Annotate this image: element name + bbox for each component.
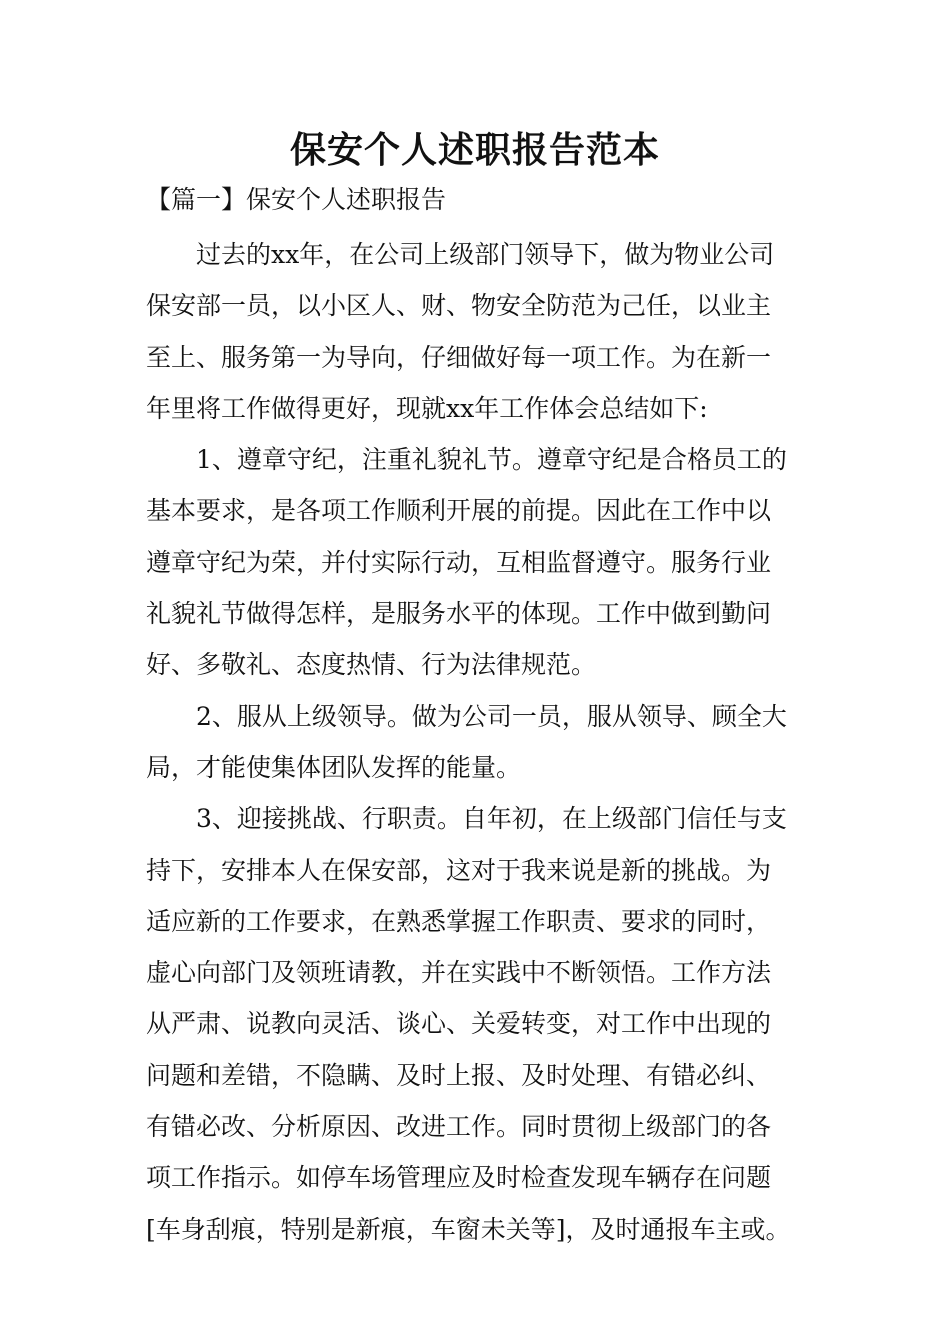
section-heading: 【篇一】保安个人述职报告	[146, 185, 447, 214]
text-line: 至上、服务第一为导向，仔细做好每一项工作。为在新一	[146, 342, 772, 372]
text-line: 2、服从上级领导。做为公司一员，服从领导、顾全大	[196, 701, 787, 731]
document-title: 保安个人述职报告范本	[289, 129, 660, 171]
text-line: 项工作指示。如停车场管理应及时检查发现车辆存在问题	[146, 1163, 772, 1193]
text-line: 持下，安排本人在保安部，这对于我来说是新的挑战。为	[146, 855, 772, 885]
text-line: 礼貌礼节做得怎样，是服务水平的体现。工作中做到勤问	[146, 599, 772, 629]
text-line: 过去的xx年，在公司上级部门领导下，做为物业公司	[196, 240, 775, 269]
text-line: 从严肃、说教向灵活、谈心、关爱转变，对工作中出现的	[146, 1009, 772, 1039]
text-line: 3、迎接挑战、行职责。自年初，在上级部门信任与支	[196, 804, 787, 834]
text-line: 好、多敬礼、态度热情、行为法律规范。	[146, 650, 597, 680]
text-line: 虚心向部门及领班请教，并在实践中不断领悟。工作方法	[146, 958, 772, 988]
text-line: 基本要求，是各项工作顺利开展的前提。因此在工作中以	[146, 496, 772, 526]
body-text	[146, 229, 836, 1255]
text-line: 问题和差错，不隐瞒、及时上报、及时处理、有错必纠、	[146, 1060, 772, 1090]
text-line: [车身刮痕，特别是新痕，车窗未关等]，及时通报车主或。	[146, 1214, 791, 1244]
text-line: 遵章守纪为荣，并付实际行动，互相监督遵守。服务行业	[146, 547, 772, 577]
text-line: 1、遵章守纪，注重礼貌礼节。遵章守纪是合格员工的	[196, 445, 787, 475]
text-line: 局，才能使集体团队发挥的能量。	[146, 752, 522, 782]
text-line: 保安部一员，以小区人、财、物安全防范为己任，以业主	[146, 291, 772, 321]
text-line: 年里将工作做得更好，现就xx年工作体会总结如下:	[146, 393, 708, 423]
text-line: 适应新的工作要求，在熟悉掌握工作职责、要求的同时，	[146, 906, 772, 936]
text-line: 有错必改、分析原因、改进工作。同时贯彻上级部门的各	[146, 1112, 772, 1142]
